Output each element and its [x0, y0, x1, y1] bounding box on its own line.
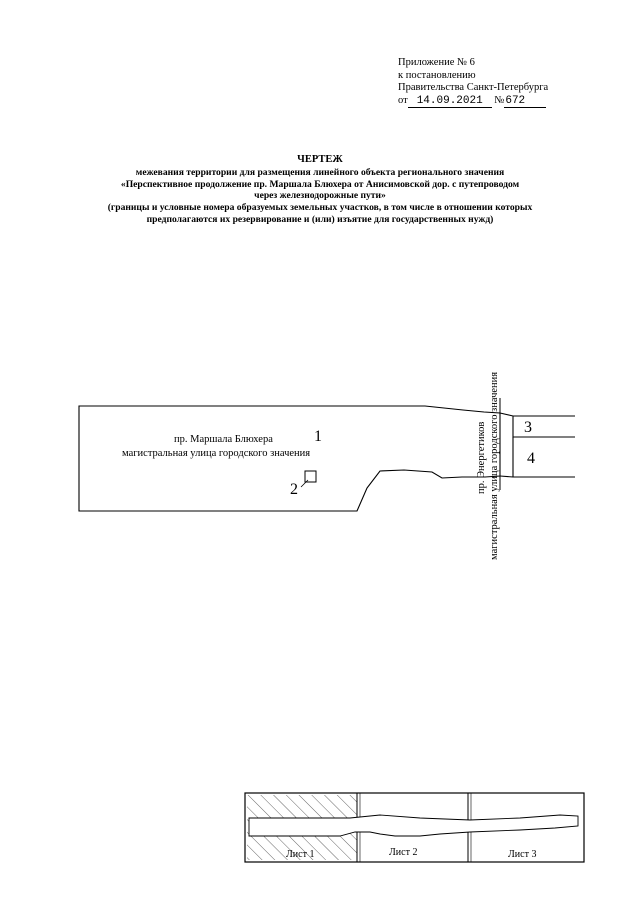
appendix-line-1: Приложение № 6 — [398, 57, 475, 68]
sheet-2-label: Лист 2 — [389, 847, 418, 858]
sheet-3-label: Лист 3 — [508, 849, 537, 860]
title-line-1: межевания территории для размещения линейного объекта регионального значения — [135, 166, 505, 178]
plot-2-boundary — [305, 471, 316, 482]
main-street-name: пр. Маршала Блюхера — [174, 434, 273, 445]
title-line-4: (границы и условные номера образуемых земельных участков, в том числе в отношении которых — [107, 202, 533, 214]
decree-date: 14.09.2021 — [408, 95, 492, 109]
sheet-index-road-outline — [249, 815, 578, 836]
title-line-5: предполагаются их резервирование и (или) изъятие для государственных нужд) — [146, 213, 494, 225]
plot-3-number: 3 — [524, 419, 532, 436]
appendix-line-2: к постановлению — [398, 69, 476, 81]
cross-street-type: магистральная улица городского значения — [489, 371, 500, 560]
plot-4-boundary — [500, 437, 575, 477]
main-street-type: магистральная улица городского значения — [122, 448, 311, 459]
plot-4-number: 4 — [527, 450, 535, 467]
plot-3-boundary — [500, 413, 575, 437]
plot-2-number: 2 — [290, 481, 298, 498]
sheet-index — [245, 793, 584, 862]
decree-number: 672 — [504, 95, 546, 109]
number-prefix: № — [494, 94, 505, 106]
title-heading: ЧЕРТЕЖ — [297, 154, 343, 165]
appendix-line-3: Правительства Санкт-Петербурга — [398, 82, 549, 93]
plot-1-number: 1 — [314, 428, 322, 445]
sheet-1-label: Лист 1 — [286, 849, 315, 860]
title-line-3: через железнодорожные пути» — [254, 190, 386, 202]
date-prefix: от — [398, 94, 408, 106]
title-line-2: «Перспективное продолжение пр. Маршала Блюхера от Анисимовской дор. с путепроводом — [120, 178, 520, 190]
cross-street-name: пр. Энергетиков — [476, 421, 487, 494]
